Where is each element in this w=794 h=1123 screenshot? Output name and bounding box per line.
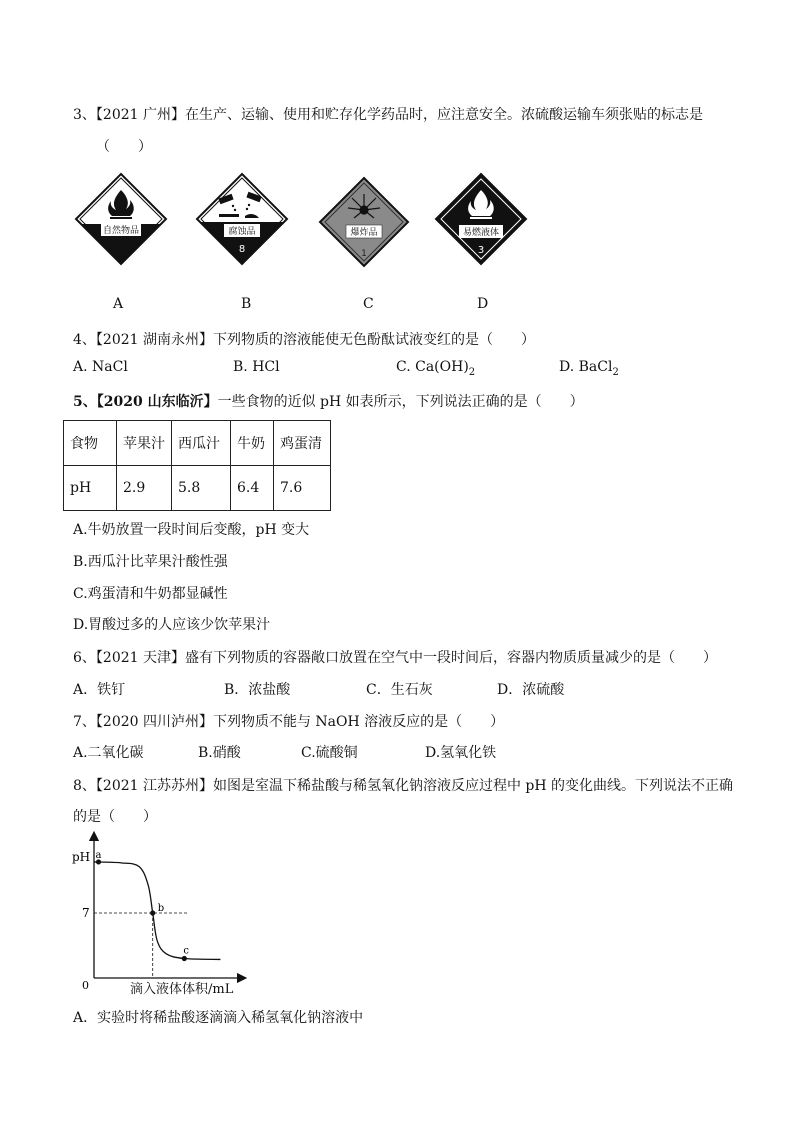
table-cell: 2.9	[117, 466, 172, 511]
point-c-label: c	[183, 945, 189, 957]
sign-b-letter: B	[241, 296, 252, 312]
sign-c-label: 爆炸品	[350, 228, 378, 238]
q5-option-d[interactable]: D.胃酸过多的人应该少饮苹果汁	[73, 617, 271, 633]
table-cell: 西瓜汁	[172, 421, 231, 466]
y-tick-label: 7	[82, 906, 90, 920]
q5-source: 5、【2020 山东临沂】	[73, 394, 218, 410]
q5-option-a[interactable]: A.牛奶放置一段时间后变酸，pH 变大	[73, 522, 310, 538]
table-row	[64, 466, 331, 511]
ph-table	[63, 420, 331, 511]
q7-option-b[interactable]: B.硝酸	[198, 745, 241, 761]
q4-option-b[interactable]: B. HCl	[233, 359, 280, 375]
q8-option-a[interactable]: A．实验时将稀盐酸逐滴滴入稀氢氧化钠溶液中	[73, 1010, 364, 1026]
q4-option-c[interactable]	[396, 359, 475, 378]
sign-b-number: 8	[238, 244, 246, 255]
table-cell: pH	[64, 466, 117, 511]
sign-d[interactable]	[434, 172, 528, 266]
sign-c-number: 1	[361, 249, 367, 259]
table-cell: 7.6	[274, 466, 331, 511]
q5-option-c[interactable]: C.鸡蛋清和牛奶都显碱性	[73, 586, 228, 602]
ph-curve-chart	[70, 828, 250, 1004]
q7-text: 7、【2020 四川泸州】下列物质不能与 NaOH 溶液反应的是（ ）	[73, 714, 505, 730]
q6-text: 6、【2021 天津】盛有下列物质的容器敞口放置在空气中一段时间后，容器内物质质量减少的是（ ）	[73, 650, 717, 666]
q8-text-line2: 的是（ ）	[73, 809, 157, 825]
sign-d-letter: D	[477, 296, 489, 312]
sign-d-number: 3	[477, 245, 485, 256]
sign-a[interactable]	[74, 172, 168, 266]
q8-text-line1: 8、【2021 江苏苏州】如图是室温下稀盐酸与稀氢氧化钠溶液反应过程中 pH 的变化曲线。下列说法不正确	[73, 778, 734, 794]
q5-question: 一些食物的近似 pH 如表所示，下列说法正确的是（ ）	[217, 394, 584, 410]
q7-option-c[interactable]: C.硫酸铜	[301, 745, 358, 761]
y-axis-label: pH	[72, 850, 91, 864]
sign-b-label: 腐蚀品	[228, 227, 256, 237]
sign-c-letter: C	[363, 296, 374, 312]
sign-a-label: 自然物品	[102, 226, 140, 236]
q4-option-c-text: C. Ca(OH)	[396, 359, 469, 375]
q6-option-a[interactable]: A．铁钉	[73, 682, 126, 698]
q4-option-a[interactable]: A. NaCl	[73, 359, 128, 375]
table-cell: 苹果汁	[117, 421, 172, 466]
q4-option-c-sub: 2	[468, 366, 476, 378]
q6-option-b[interactable]: B．浓盐酸	[224, 682, 291, 698]
q3-blank: （ ）	[96, 139, 152, 155]
sign-b[interactable]	[195, 172, 289, 266]
x-axis-label: 滴入液体体积/mL	[130, 982, 234, 997]
q7-option-d[interactable]: D.氢氧化铁	[425, 745, 497, 761]
point-c	[182, 956, 187, 961]
origin-label: 0	[82, 979, 89, 992]
q4-text: 4、【2021 湖南永州】下列物质的溶液能使无色酚酞试液变红的是（ ）	[73, 332, 535, 348]
table-cell: 食物	[64, 421, 117, 466]
point-b-label: b	[157, 903, 165, 914]
q4-option-d-sub: 2	[612, 366, 619, 378]
q6-option-d[interactable]: D．浓硫酸	[497, 682, 565, 698]
q4-option-d-text: D. BaCl	[559, 359, 613, 375]
q5-text	[73, 391, 584, 411]
q6-option-c[interactable]: C．生石灰	[366, 682, 433, 698]
q7-option-a[interactable]: A.二氧化碳	[73, 745, 144, 761]
q3-text: 3、【2021 广州】在生产、运输、使用和贮存化学药品时，应注意安全。浓硫酸运输车须张贴的标志是	[73, 107, 703, 123]
sign-d-label: 易燃液体	[462, 228, 500, 238]
table-cell: 5.8	[172, 466, 231, 511]
sign-c[interactable]	[318, 176, 410, 268]
table-cell: 6.4	[231, 466, 274, 511]
table-row	[64, 421, 331, 466]
q5-option-b[interactable]: B.西瓜汁比苹果汁酸性强	[73, 554, 228, 570]
point-b	[150, 910, 155, 915]
point-a-label: a	[95, 849, 102, 861]
table-cell: 牛奶	[231, 421, 274, 466]
table-cell: 鸡蛋清	[274, 421, 331, 466]
sign-a-letter: A	[113, 296, 124, 312]
q4-option-d[interactable]	[559, 359, 619, 378]
